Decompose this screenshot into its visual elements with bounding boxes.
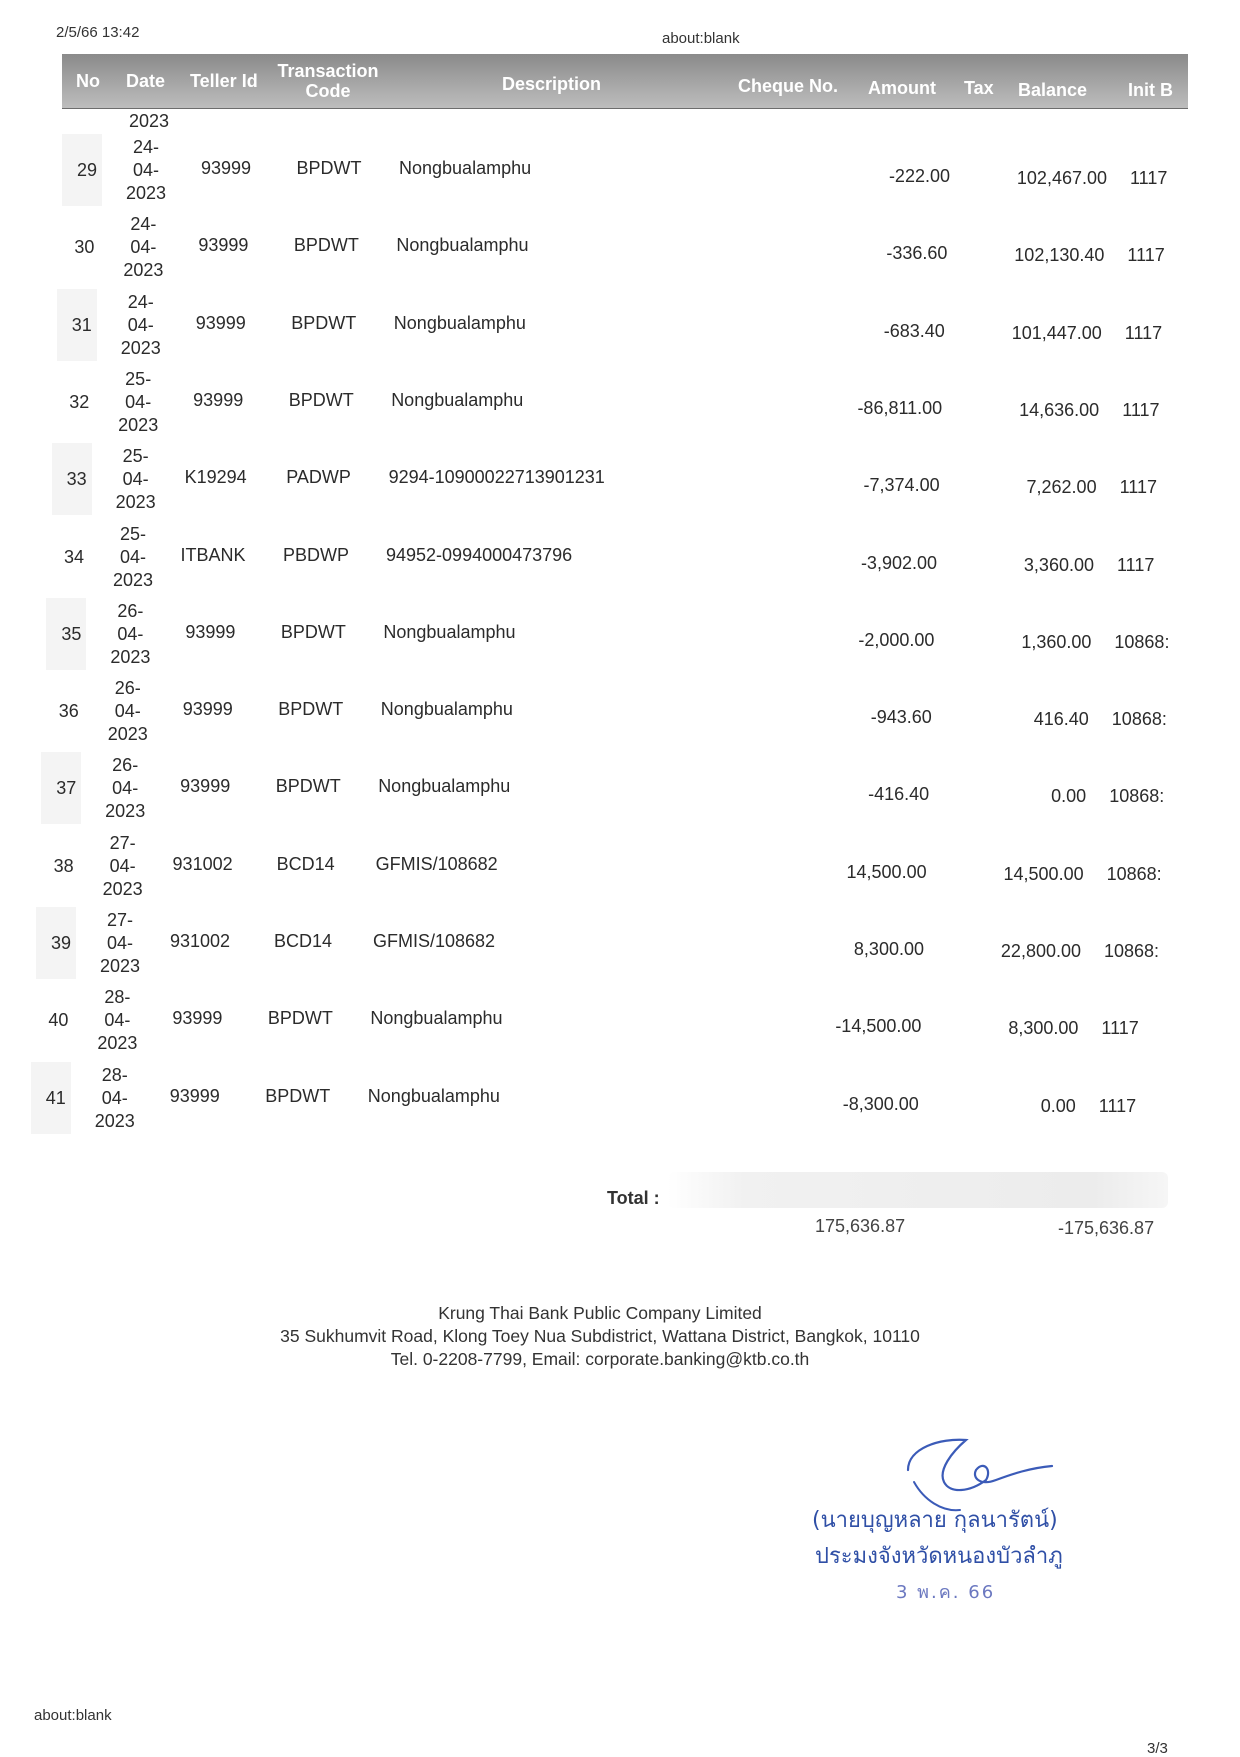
row-init-balance: 1117 xyxy=(1122,399,1160,420)
row-date xyxy=(85,1064,145,1133)
row-date-part: 04- xyxy=(122,469,149,490)
row-date-part: 04- xyxy=(127,314,154,335)
row-amount: -336.60 xyxy=(886,243,948,264)
row-amount: 8,300.00 xyxy=(853,939,924,959)
row-date-part: 2023 xyxy=(123,260,164,281)
row-description: Nongbualamphu xyxy=(396,235,529,256)
row-balance: 102,130.40 xyxy=(1014,245,1105,266)
row-balance: 7,262.00 xyxy=(1026,477,1097,498)
row-amount: -3,902.00 xyxy=(860,552,937,573)
row-transaction-code: BPDWT xyxy=(267,1008,333,1029)
header-transaction-code-line2: Code xyxy=(305,81,351,101)
row-no: 30 xyxy=(74,237,95,258)
row-teller-id: 93999 xyxy=(182,699,233,720)
row-date xyxy=(95,754,155,823)
row-description: Nongbualamphu xyxy=(383,621,516,642)
row-date-part: 25- xyxy=(125,368,152,389)
row-date-part: 2023 xyxy=(99,956,141,976)
row-balance: 14,500.00 xyxy=(1003,863,1084,884)
row-date-part: 04- xyxy=(109,855,136,876)
row-date-part: 2023 xyxy=(94,1110,135,1131)
row-date-part: 26- xyxy=(117,600,144,621)
print-footer-url: about:blank xyxy=(34,1707,112,1724)
row-date-part: 24- xyxy=(132,137,159,157)
row-date-part: 24- xyxy=(127,291,154,312)
header-transaction-code-line1: Transaction xyxy=(277,61,379,81)
row-no: 37 xyxy=(56,778,77,799)
row-balance: 1,360.00 xyxy=(1021,631,1092,652)
row-no: 34 xyxy=(64,546,85,567)
row-init-balance: 1117 xyxy=(1117,554,1155,575)
row-description: GFMIS/108682 xyxy=(375,853,498,874)
row-init-balance: 1117 xyxy=(1098,1095,1137,1116)
row-description: Nongbualamphu xyxy=(370,1008,503,1029)
row-description: Nongbualamphu xyxy=(399,158,532,178)
bank-address: 35 Sukhumvit Road, Klong Toey Nua Subdistrict, Wattana District, Bangkok, 10110 xyxy=(280,1326,920,1346)
row-date-part: 2023 xyxy=(120,337,161,358)
row-transaction-code: BPDWT xyxy=(275,776,341,797)
total-debit: -175,636.87 xyxy=(1058,1218,1155,1238)
row-init-balance: 1117 xyxy=(1119,477,1157,498)
row-date-part: 27- xyxy=(106,910,133,930)
row-teller-id: 93999 xyxy=(172,1008,223,1029)
row-date-part: 2023 xyxy=(125,183,167,203)
row-no: 31 xyxy=(71,314,92,335)
row-date-part: 04- xyxy=(112,778,139,799)
row-date-part: 2023 xyxy=(97,1033,138,1054)
row-amount: -14,500.00 xyxy=(835,1016,922,1037)
row-date-part: 28- xyxy=(104,987,131,1008)
row-date-part: 2023 xyxy=(110,646,151,667)
header-description: Description xyxy=(502,74,602,94)
row-balance: 14,636.00 xyxy=(1019,399,1100,420)
row-transaction-code: BPDWT xyxy=(280,621,346,642)
row-date xyxy=(111,291,171,360)
row-balance: 0.00 xyxy=(1051,786,1087,807)
row-date-part: 2023 xyxy=(107,724,148,745)
row-date-part: 25- xyxy=(119,523,146,544)
row-date xyxy=(106,445,166,514)
row-date-part: 04- xyxy=(114,701,141,722)
print-datetime: 2/5/66 13:42 xyxy=(56,24,140,41)
row-date xyxy=(108,368,168,437)
row-no: 39 xyxy=(51,933,72,953)
row-teller-id: 93999 xyxy=(180,776,231,797)
row-balance: 0.00 xyxy=(1040,1095,1076,1116)
row-amount: -683.40 xyxy=(883,320,945,341)
row-balance: 8,300.00 xyxy=(1008,1018,1079,1039)
row-date-part: 25- xyxy=(122,446,149,467)
row-date-part: 24- xyxy=(130,214,157,235)
row-amount: -943.60 xyxy=(870,707,932,728)
row-teller-id: 93999 xyxy=(169,1085,220,1106)
row-no: 41 xyxy=(45,1087,66,1108)
row-balance: 101,447.00 xyxy=(1011,322,1102,343)
row-init-balance: 1117 xyxy=(1127,245,1165,266)
row-date-part: 04- xyxy=(101,1087,128,1108)
row-description: Nongbualamphu xyxy=(391,389,524,410)
row-date-part: 2023 xyxy=(105,801,146,822)
header-date: Date xyxy=(126,71,166,91)
row-no: 33 xyxy=(66,469,87,490)
row-transaction-code: BPDWT xyxy=(265,1085,331,1106)
row-transaction-code: BCD14 xyxy=(273,931,333,951)
header-no: No xyxy=(76,71,100,91)
row-description: Nongbualamphu xyxy=(378,776,511,797)
row-date xyxy=(103,523,163,592)
row-date xyxy=(87,986,147,1055)
row-balance: 416.40 xyxy=(1033,709,1089,730)
row-description: Nongbualamphu xyxy=(367,1085,500,1106)
row-init-balance: 10868: xyxy=(1114,631,1170,652)
row-date xyxy=(113,213,173,282)
row-description: 9294-10900022713901231 xyxy=(388,467,605,488)
row-date-part: 28- xyxy=(101,1064,128,1085)
row-transaction-code: PBDWP xyxy=(282,544,349,565)
row-transaction-code: BPDWT xyxy=(293,235,359,256)
row-no: 38 xyxy=(53,855,74,876)
row-date-part: 04- xyxy=(104,1010,131,1031)
row-teller-id: ITBANK xyxy=(180,544,246,565)
row-date xyxy=(116,136,176,205)
certifier-name: (นายบุญหลาย กุลนารัตน์) xyxy=(812,1508,1058,1533)
row-teller-id: 931002 xyxy=(172,853,233,874)
header-amount: Amount xyxy=(868,78,936,98)
row-transaction-code: BPDWT xyxy=(278,699,344,720)
row-transaction-code: PADWP xyxy=(286,467,351,488)
row-date-part: 26- xyxy=(112,755,139,776)
row-amount: -8,300.00 xyxy=(842,1093,919,1114)
row-teller-id: 93999 xyxy=(195,312,246,333)
statement-table-header xyxy=(62,54,1188,109)
header-transaction-code xyxy=(274,61,382,101)
row-balance: 3,360.00 xyxy=(1023,554,1094,575)
row-description: 94952-0994000473796 xyxy=(386,544,573,565)
row-date-part: 2023 xyxy=(112,569,154,590)
row-amount: -222.00 xyxy=(888,166,950,186)
row-teller-id: K19294 xyxy=(184,467,247,488)
row-date-part: 2023 xyxy=(118,414,159,435)
row-init-balance: 1117 xyxy=(1124,322,1163,343)
row-no: 36 xyxy=(58,701,79,722)
row-date-part: 04- xyxy=(106,933,133,953)
row-date-part: 26- xyxy=(114,678,141,699)
row-amount: -86,811.00 xyxy=(857,397,943,418)
row-balance: 102,467.00 xyxy=(1016,168,1107,188)
row-date xyxy=(90,909,150,978)
row-teller-id: 93999 xyxy=(198,235,249,256)
row-date-part: 04- xyxy=(125,391,152,412)
row-teller-id: 93999 xyxy=(193,389,244,410)
row-date-part: 2023 xyxy=(102,878,143,899)
certifier-title: ประมงจังหวัดหนองบัวลำภู xyxy=(815,1544,1063,1569)
row-transaction-code: BPDWT xyxy=(288,389,354,410)
row-no: 35 xyxy=(61,623,82,644)
row-teller-id: 931002 xyxy=(169,931,231,951)
row-date xyxy=(93,832,153,901)
bank-name: Krung Thai Bank Public Company Limited xyxy=(438,1303,762,1323)
row-amount: -2,000.00 xyxy=(858,629,935,650)
row-no: 32 xyxy=(69,391,90,412)
print-url: about:blank xyxy=(662,30,740,47)
bank-footer xyxy=(0,1302,1200,1371)
row-date-part: 04- xyxy=(117,623,144,644)
bank-contact: Tel. 0-2208-7799, Email: corporate.banking@ktb.co.th xyxy=(390,1349,810,1369)
carry-over-year: 2023 xyxy=(129,111,170,131)
row-teller-id: 93999 xyxy=(185,621,236,642)
row-date-part: 04- xyxy=(132,160,159,180)
total-credit: 175,636.87 xyxy=(815,1216,906,1236)
row-no: 29 xyxy=(77,160,98,180)
row-transaction-code: BPDWT xyxy=(291,312,357,333)
row-init-balance: 1117 xyxy=(1101,1018,1139,1039)
row-transaction-code: BPDWT xyxy=(296,158,362,178)
header-init-balance: Init B xyxy=(1128,80,1173,100)
row-description: Nongbualamphu xyxy=(393,312,526,333)
total-label: Total : xyxy=(607,1188,660,1208)
row-init-balance: 10868: xyxy=(1106,863,1162,884)
row-amount: -416.40 xyxy=(868,784,930,805)
row-init-balance: 10868: xyxy=(1104,941,1160,961)
row-date-part: 2023 xyxy=(115,492,156,513)
header-teller-id: Teller Id xyxy=(190,71,258,91)
header-balance: Balance xyxy=(1018,80,1088,100)
row-date-part: 04- xyxy=(130,237,157,258)
page-number: 3/3 xyxy=(1147,1740,1168,1757)
row-date xyxy=(100,600,160,669)
row-no: 40 xyxy=(48,1010,69,1031)
row-description: Nongbualamphu xyxy=(380,699,513,720)
row-amount: -7,374.00 xyxy=(863,475,940,496)
row-description: GFMIS/108682 xyxy=(373,931,496,951)
row-teller-id: 93999 xyxy=(200,158,252,178)
row-date-part: 27- xyxy=(109,832,136,853)
row-init-balance: 10868: xyxy=(1111,709,1167,730)
certification-date: 3 พ.ค. 66 xyxy=(896,1582,996,1603)
row-init-balance: 10868: xyxy=(1109,786,1165,807)
row-date-part: 04- xyxy=(119,546,146,567)
header-cheque-no: Cheque No. xyxy=(738,76,839,96)
row-transaction-code: BCD14 xyxy=(276,853,335,874)
row-amount: 14,500.00 xyxy=(846,861,927,882)
row-init-balance: 1117 xyxy=(1130,168,1168,188)
total-bar xyxy=(668,1172,1168,1208)
row-date xyxy=(98,677,158,746)
header-tax: Tax xyxy=(964,78,994,98)
row-balance: 22,800.00 xyxy=(1000,941,1081,961)
